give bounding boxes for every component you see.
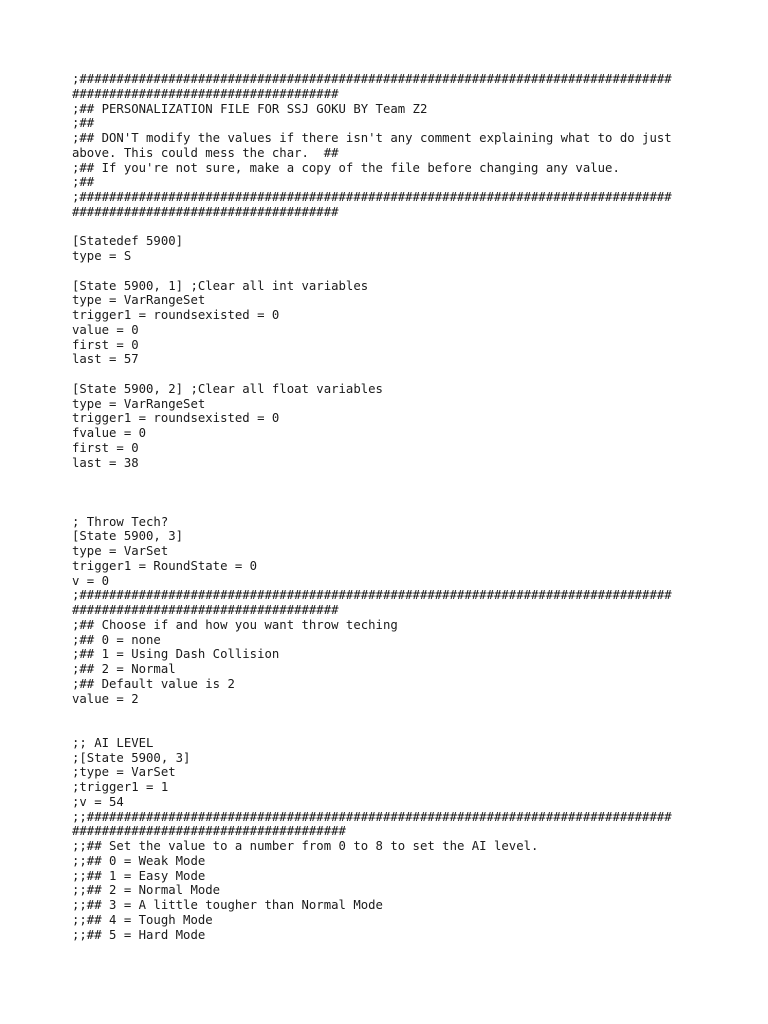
code-line: ;;## Set the value to a number from 0 to 8 to set the AI level. bbox=[72, 839, 539, 853]
code-line: ;[State 5900, 3] bbox=[72, 750, 191, 765]
blank-line bbox=[72, 470, 702, 485]
code-line: ;## bbox=[72, 175, 95, 190]
code-line: trigger1 = roundsexisted = 0 bbox=[72, 411, 280, 426]
code-line: #################################### bbox=[72, 204, 339, 219]
code-line: type = VarRangeSet bbox=[72, 396, 206, 411]
code-line: type = VarRangeSet bbox=[72, 293, 206, 308]
code-line: type = VarSet bbox=[72, 544, 169, 558]
blank-line bbox=[72, 721, 702, 736]
code-line: #################################### bbox=[72, 603, 339, 617]
code-line: ##################################### bbox=[72, 824, 346, 839]
code-line: ;v = 54 bbox=[72, 794, 124, 809]
code-line: [Statedef 5900] bbox=[72, 234, 184, 249]
blank-line bbox=[72, 706, 702, 721]
code-line: value = 2 bbox=[72, 691, 139, 706]
code-line: [State 5900, 3] bbox=[72, 529, 184, 544]
code-line: last = 57 bbox=[72, 352, 139, 367]
code-line: ;;## 3 = A little tougher than Normal Mode bbox=[72, 898, 383, 912]
code-listing bbox=[72, 72, 702, 942]
code-line: ; Throw Tech? bbox=[72, 514, 169, 529]
code-line: #################################### bbox=[72, 86, 339, 101]
code-line: ;################################################################################ bbox=[72, 72, 672, 86]
code-line: ;trigger1 = 1 bbox=[72, 780, 169, 794]
code-line: ;## 1 = Using Dash Collision bbox=[72, 647, 280, 662]
code-line: ;;############################################################################### bbox=[72, 809, 672, 824]
code-line: [State 5900, 2] ;Clear all float variables bbox=[72, 381, 383, 396]
code-line: ;## bbox=[72, 116, 95, 131]
code-line: ;;## 4 = Tough Mode bbox=[72, 912, 213, 927]
blank-line bbox=[72, 220, 702, 235]
code-line: ;## Default value is 2 bbox=[72, 676, 235, 691]
blank-line bbox=[72, 485, 702, 500]
code-line: trigger1 = roundsexisted = 0 bbox=[72, 308, 280, 322]
code-line: trigger1 = RoundState = 0 bbox=[72, 558, 258, 573]
code-line: ;## Choose if and how you want throw teching bbox=[72, 617, 398, 632]
code-line: ;;## 5 = Hard Mode bbox=[72, 927, 206, 942]
code-line: ;## PERSONALIZATION FILE FOR SSJ GOKU BY Team Z2 bbox=[72, 101, 428, 116]
code-line: ;;## 1 = Easy Mode bbox=[72, 868, 206, 883]
code-line: ;################################################################################ bbox=[72, 588, 672, 603]
code-line: last = 38 bbox=[72, 455, 139, 470]
code-line: value = 0 bbox=[72, 322, 139, 337]
code-line: ;;## 0 = Weak Mode bbox=[72, 853, 206, 868]
code-line: ;## 2 = Normal bbox=[72, 662, 176, 676]
code-line: ;;## 2 = Normal Mode bbox=[72, 883, 221, 898]
blank-line bbox=[72, 500, 702, 515]
code-line: v = 0 bbox=[72, 573, 110, 588]
code-line: ;################################################################################ bbox=[72, 190, 672, 204]
code-line: [State 5900, 1] ;Clear all int variables bbox=[72, 278, 369, 293]
blank-line bbox=[72, 264, 702, 279]
code-line: ;type = VarSet bbox=[72, 765, 176, 780]
code-line: ;## 0 = none bbox=[72, 632, 161, 647]
code-line: fvalue = 0 bbox=[72, 426, 147, 440]
code-line: ;; AI LEVEL bbox=[72, 735, 154, 750]
code-line: first = 0 bbox=[72, 337, 139, 352]
blank-line bbox=[72, 367, 702, 382]
code-line: ;## If you're not sure, make a copy of the file before changing any value. bbox=[72, 160, 620, 175]
code-line: first = 0 bbox=[72, 440, 139, 455]
code-line: type = S bbox=[72, 249, 132, 263]
code-line: above. This could mess the char. ## bbox=[72, 145, 339, 160]
code-line: ;## DON'T modify the values if there isn't any comment explaining what to do just bbox=[72, 131, 672, 145]
